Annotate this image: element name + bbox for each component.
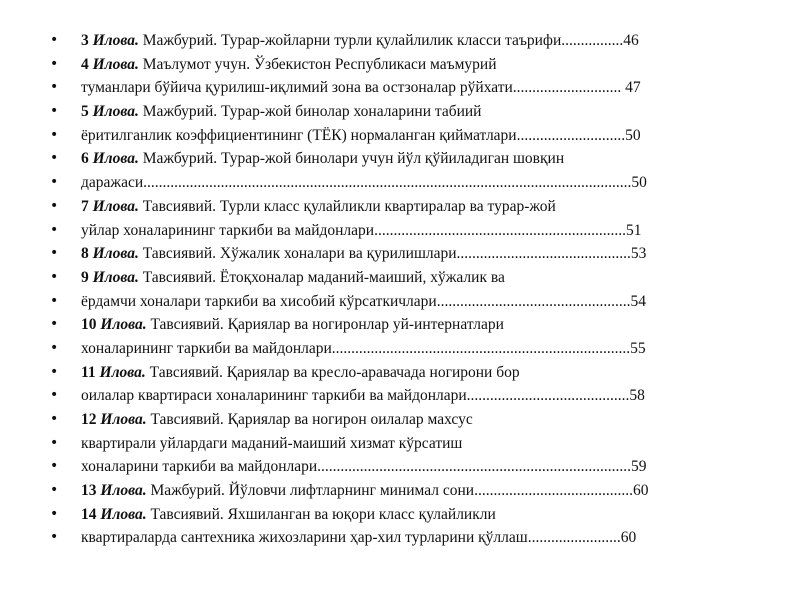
- bullet-icon: •: [50, 505, 59, 522]
- toc-entry-text: [81, 100, 481, 124]
- toc-entry-text: [81, 337, 646, 361]
- bullet-icon: •: [50, 126, 59, 143]
- bullet-icon: •: [50, 221, 59, 238]
- entry-body: туманлари бўйича қурилиш-иқлимий зона ва остзоналар рўйхати............................ 47: [81, 79, 641, 97]
- appendix-number: 10: [81, 316, 97, 334]
- bullet-icon: •: [50, 103, 59, 120]
- appendix-label: [81, 482, 147, 499]
- entry-body: ёритилганлик коэффициентининг (ТЁК) нормаланган қийматлари............................50: [81, 126, 641, 144]
- entry-body: Мажбурий. Турар-жой бинолар хоналарини табиий: [138, 103, 482, 121]
- appendix-word: Илова.: [100, 482, 147, 500]
- appendix-word: Илова.: [92, 245, 139, 263]
- toc-entry-text: [81, 242, 646, 266]
- appendix-label: [81, 364, 146, 381]
- toc-line: [50, 361, 700, 385]
- bullet-icon: •: [50, 197, 59, 214]
- appendix-number: 14: [81, 505, 97, 523]
- toc-entry-text: [81, 195, 556, 219]
- toc-entry-text: [81, 290, 646, 314]
- entry-body: квартираларда сантехника жихозларини ҳар-хил турларини қўллаш........................60: [81, 529, 637, 547]
- bullet-icon: •: [50, 339, 59, 356]
- appendix-word: Илова.: [100, 505, 147, 523]
- appendix-number: 6: [81, 150, 89, 168]
- appendix-label: [81, 32, 139, 49]
- toc-line: [50, 29, 700, 53]
- toc-entry-text: [81, 266, 505, 290]
- bullet-icon: •: [50, 292, 59, 309]
- bullet-icon: •: [50, 174, 59, 191]
- toc-line: [50, 526, 700, 550]
- appendix-label: [81, 103, 139, 120]
- toc-entry-text: [81, 76, 641, 100]
- entry-body: Мажбурий. Турар-жой бинолари учун йўл қўйиладиган шовқин: [138, 150, 565, 168]
- entry-body: уйлар хоналарининг таркиби ва майдонлари.................................................................51: [81, 221, 642, 239]
- bullet-icon: •: [50, 268, 59, 285]
- entry-body: Тавсиявий. Яхшиланган ва юқори класс қулайликли: [146, 505, 496, 523]
- toc-line: [50, 408, 700, 432]
- appendix-number: 3: [81, 32, 89, 49]
- toc-entry-text: [81, 432, 462, 456]
- toc-line: [50, 195, 700, 219]
- entry-body: Тавсиявий. Ётоқхоналар маданий-маиший, хўжалик ва: [138, 268, 505, 286]
- toc-entry-text: [81, 455, 647, 479]
- bullet-icon: •: [50, 316, 59, 333]
- appendix-number: 11: [81, 363, 96, 381]
- appendix-number: 9: [81, 268, 89, 286]
- entry-body: Тавсиявий. Қариялар ва ногиронлар уй-интернатлари: [146, 316, 504, 334]
- appendix-word: Илова.: [99, 363, 146, 381]
- bullet-icon: •: [50, 55, 59, 72]
- entry-body: Мажбурий. Турар-жойларни турли қулайлилик класси таърифи................46: [138, 32, 639, 49]
- appendix-word: Илова.: [92, 32, 139, 49]
- appendix-word: Илова.: [92, 55, 139, 73]
- toc-entry-text: [81, 124, 641, 148]
- appendix-word: Илова.: [92, 150, 139, 168]
- toc-line: [50, 432, 700, 456]
- appendix-word: Илова.: [92, 197, 139, 215]
- entry-body: Мажбурий. Йўловчи лифтларнинг минимал сони.........................................60: [146, 482, 649, 500]
- appendix-word: Илова.: [92, 103, 139, 121]
- toc-entry-text: [81, 503, 496, 527]
- appendix-number: 12: [81, 411, 97, 428]
- toc-line: [50, 455, 700, 479]
- toc-line: [50, 100, 700, 124]
- appendix-label: [81, 198, 139, 215]
- toc-line: [50, 219, 700, 243]
- entry-body: Тавсиявий. Турли класс қулайликли квартиралар ва турар-жой: [138, 197, 556, 215]
- toc-line: [50, 503, 700, 527]
- entry-body: оилалар квартираси хоналарининг таркиби ва майдонлари..........................................58: [81, 387, 645, 405]
- toc-entry-text: [81, 219, 641, 243]
- bullet-icon: •: [50, 529, 59, 546]
- toc-entry-text: [81, 408, 473, 432]
- appendix-number: 5: [81, 103, 89, 121]
- toc-line: [50, 266, 700, 290]
- appendix-number: 13: [81, 482, 97, 500]
- toc-line: [50, 53, 700, 77]
- table-of-contents: [50, 29, 700, 550]
- appendix-number: 4: [81, 55, 89, 73]
- entry-body: Маълумот учун. Ўзбекистон Республикаси маъмурий: [138, 55, 497, 73]
- toc-entry-text: [81, 29, 639, 53]
- appendix-word: Илова.: [100, 411, 147, 428]
- entry-body: ёрдамчи хоналари таркиби ва хисобий кўрсаткичлари..................................................54: [81, 292, 646, 310]
- toc-entry-text: [81, 53, 497, 77]
- appendix-label: [81, 245, 139, 262]
- toc-entry-text: [81, 171, 647, 195]
- toc-line: [50, 76, 700, 100]
- entry-body: квартирали уйлардаги маданий-маиший хизмат кўрсатиш: [81, 434, 463, 452]
- bullet-icon: •: [50, 458, 59, 475]
- appendix-label: [81, 506, 147, 523]
- bullet-icon: •: [50, 245, 59, 262]
- bullet-icon: •: [50, 482, 59, 499]
- entry-body: хоналарининг таркиби ва майдонлари.............................................................................55: [81, 339, 646, 357]
- toc-line: [50, 337, 700, 361]
- entry-body: Тавсиявий. Қариялар ва ногирон оилалар махсус: [146, 411, 473, 428]
- appendix-label: [81, 316, 147, 333]
- appendix-label: [81, 56, 139, 73]
- entry-body: Тавсиявий. Қариялар ва кресло-аравачада ногирони бор: [145, 363, 520, 381]
- bullet-icon: •: [50, 363, 59, 380]
- appendix-number: 7: [81, 197, 89, 215]
- bullet-icon: •: [50, 150, 59, 167]
- toc-entry-text: [81, 361, 520, 385]
- appendix-label: [81, 411, 147, 428]
- appendix-word: Илова.: [100, 316, 147, 334]
- toc-line: [50, 313, 700, 337]
- toc-line: [50, 479, 700, 503]
- toc-line: [50, 147, 700, 171]
- toc-entry-text: [81, 526, 636, 550]
- toc-line: [50, 290, 700, 314]
- bullet-icon: •: [50, 434, 59, 451]
- toc-entry-text: [81, 479, 648, 503]
- entry-body: хоналарини таркиби ва майдонлари.................................................................................59: [81, 458, 647, 476]
- toc-line: [50, 242, 700, 266]
- appendix-label: [81, 269, 139, 286]
- toc-entry-text: [81, 313, 504, 337]
- toc-line: [50, 124, 700, 148]
- toc-entry-text: [81, 384, 645, 408]
- toc-entry-text: [81, 147, 564, 171]
- toc-line: [50, 171, 700, 195]
- bullet-icon: •: [50, 411, 59, 427]
- appendix-number: 8: [81, 245, 89, 263]
- appendix-word: Илова.: [92, 268, 139, 286]
- bullet-icon: •: [50, 387, 59, 404]
- bullet-icon: •: [50, 79, 59, 96]
- entry-body: Тавсиявий. Хўжалик хоналари ва қурилишлари.............................................53: [138, 245, 647, 263]
- appendix-label: [81, 150, 139, 167]
- entry-body: даражаси..............................................................................................................................50: [81, 174, 647, 192]
- toc-line: [50, 384, 700, 408]
- bullet-icon: •: [50, 32, 59, 48]
